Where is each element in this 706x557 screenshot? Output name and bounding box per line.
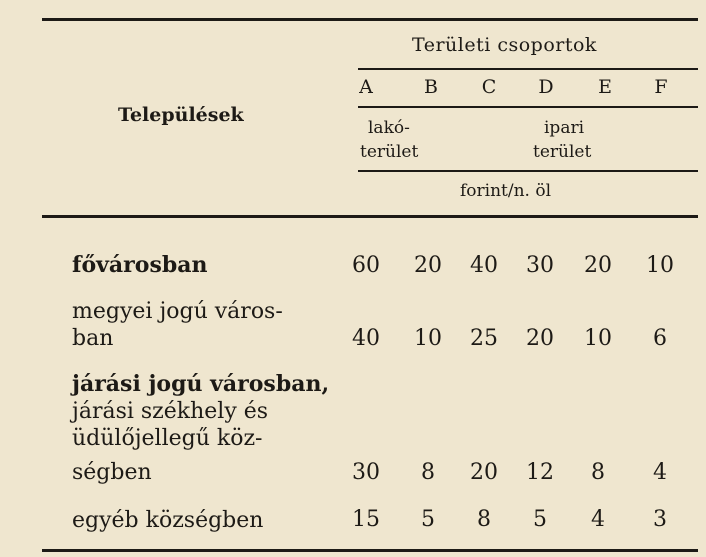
row-label: ban <box>72 326 114 351</box>
row-label: egyéb községben <box>72 508 264 533</box>
cell-value: 20 <box>526 326 554 351</box>
header-bottom-rule <box>42 215 698 218</box>
zone-label-line2: terület <box>533 142 592 162</box>
row-label: megyei jogú város- <box>72 299 283 324</box>
unit-label: forint/n. öl <box>460 181 552 201</box>
cell-value: 5 <box>421 507 435 532</box>
row-label: járási jogú városban, <box>72 371 330 397</box>
zone-label-line1: lakó- <box>368 118 410 138</box>
cell-value: 3 <box>653 507 667 532</box>
group-underline <box>358 68 698 70</box>
column-letter: D <box>538 76 554 98</box>
top-rule <box>42 18 698 21</box>
cell-value: 10 <box>414 326 442 351</box>
cell-value: 8 <box>591 460 605 485</box>
cell-value: 20 <box>470 460 498 485</box>
zone-label-line1: ipari <box>544 118 585 138</box>
column-letter: F <box>654 76 668 98</box>
cell-value: 8 <box>421 460 435 485</box>
cell-value: 30 <box>526 253 554 278</box>
cell-value: 25 <box>470 326 498 351</box>
column-letter: A <box>359 76 373 98</box>
cell-value: 60 <box>352 253 380 278</box>
cell-value: 4 <box>591 507 605 532</box>
cell-value: 10 <box>646 253 674 278</box>
cell-value: 5 <box>533 507 547 532</box>
cell-value: 4 <box>653 460 667 485</box>
bottom-rule <box>42 549 698 552</box>
cell-value: 6 <box>653 326 667 351</box>
cell-value: 15 <box>352 507 380 532</box>
row-label: ségben <box>72 460 152 485</box>
cell-value: 10 <box>584 326 612 351</box>
cell-value: 40 <box>470 253 498 278</box>
row-label: fővárosban <box>72 252 208 278</box>
cell-value: 30 <box>352 460 380 485</box>
zone-label-line2: terület <box>360 142 419 162</box>
column-letter: C <box>481 76 497 98</box>
cell-value: 40 <box>352 326 380 351</box>
group-header: Területi csoportok <box>412 34 597 56</box>
letters-underline <box>358 106 698 108</box>
row-label: járási székhely és <box>72 399 269 424</box>
cell-value: 20 <box>414 253 442 278</box>
zone-underline <box>358 170 698 172</box>
column-letter: B <box>424 76 438 98</box>
cell-value: 8 <box>477 507 491 532</box>
column-letter: E <box>598 76 612 98</box>
cell-value: 20 <box>584 253 612 278</box>
cell-value: 12 <box>526 460 554 485</box>
row-header: Települések <box>118 104 244 126</box>
row-label: üdülőjellegű köz- <box>72 426 263 451</box>
